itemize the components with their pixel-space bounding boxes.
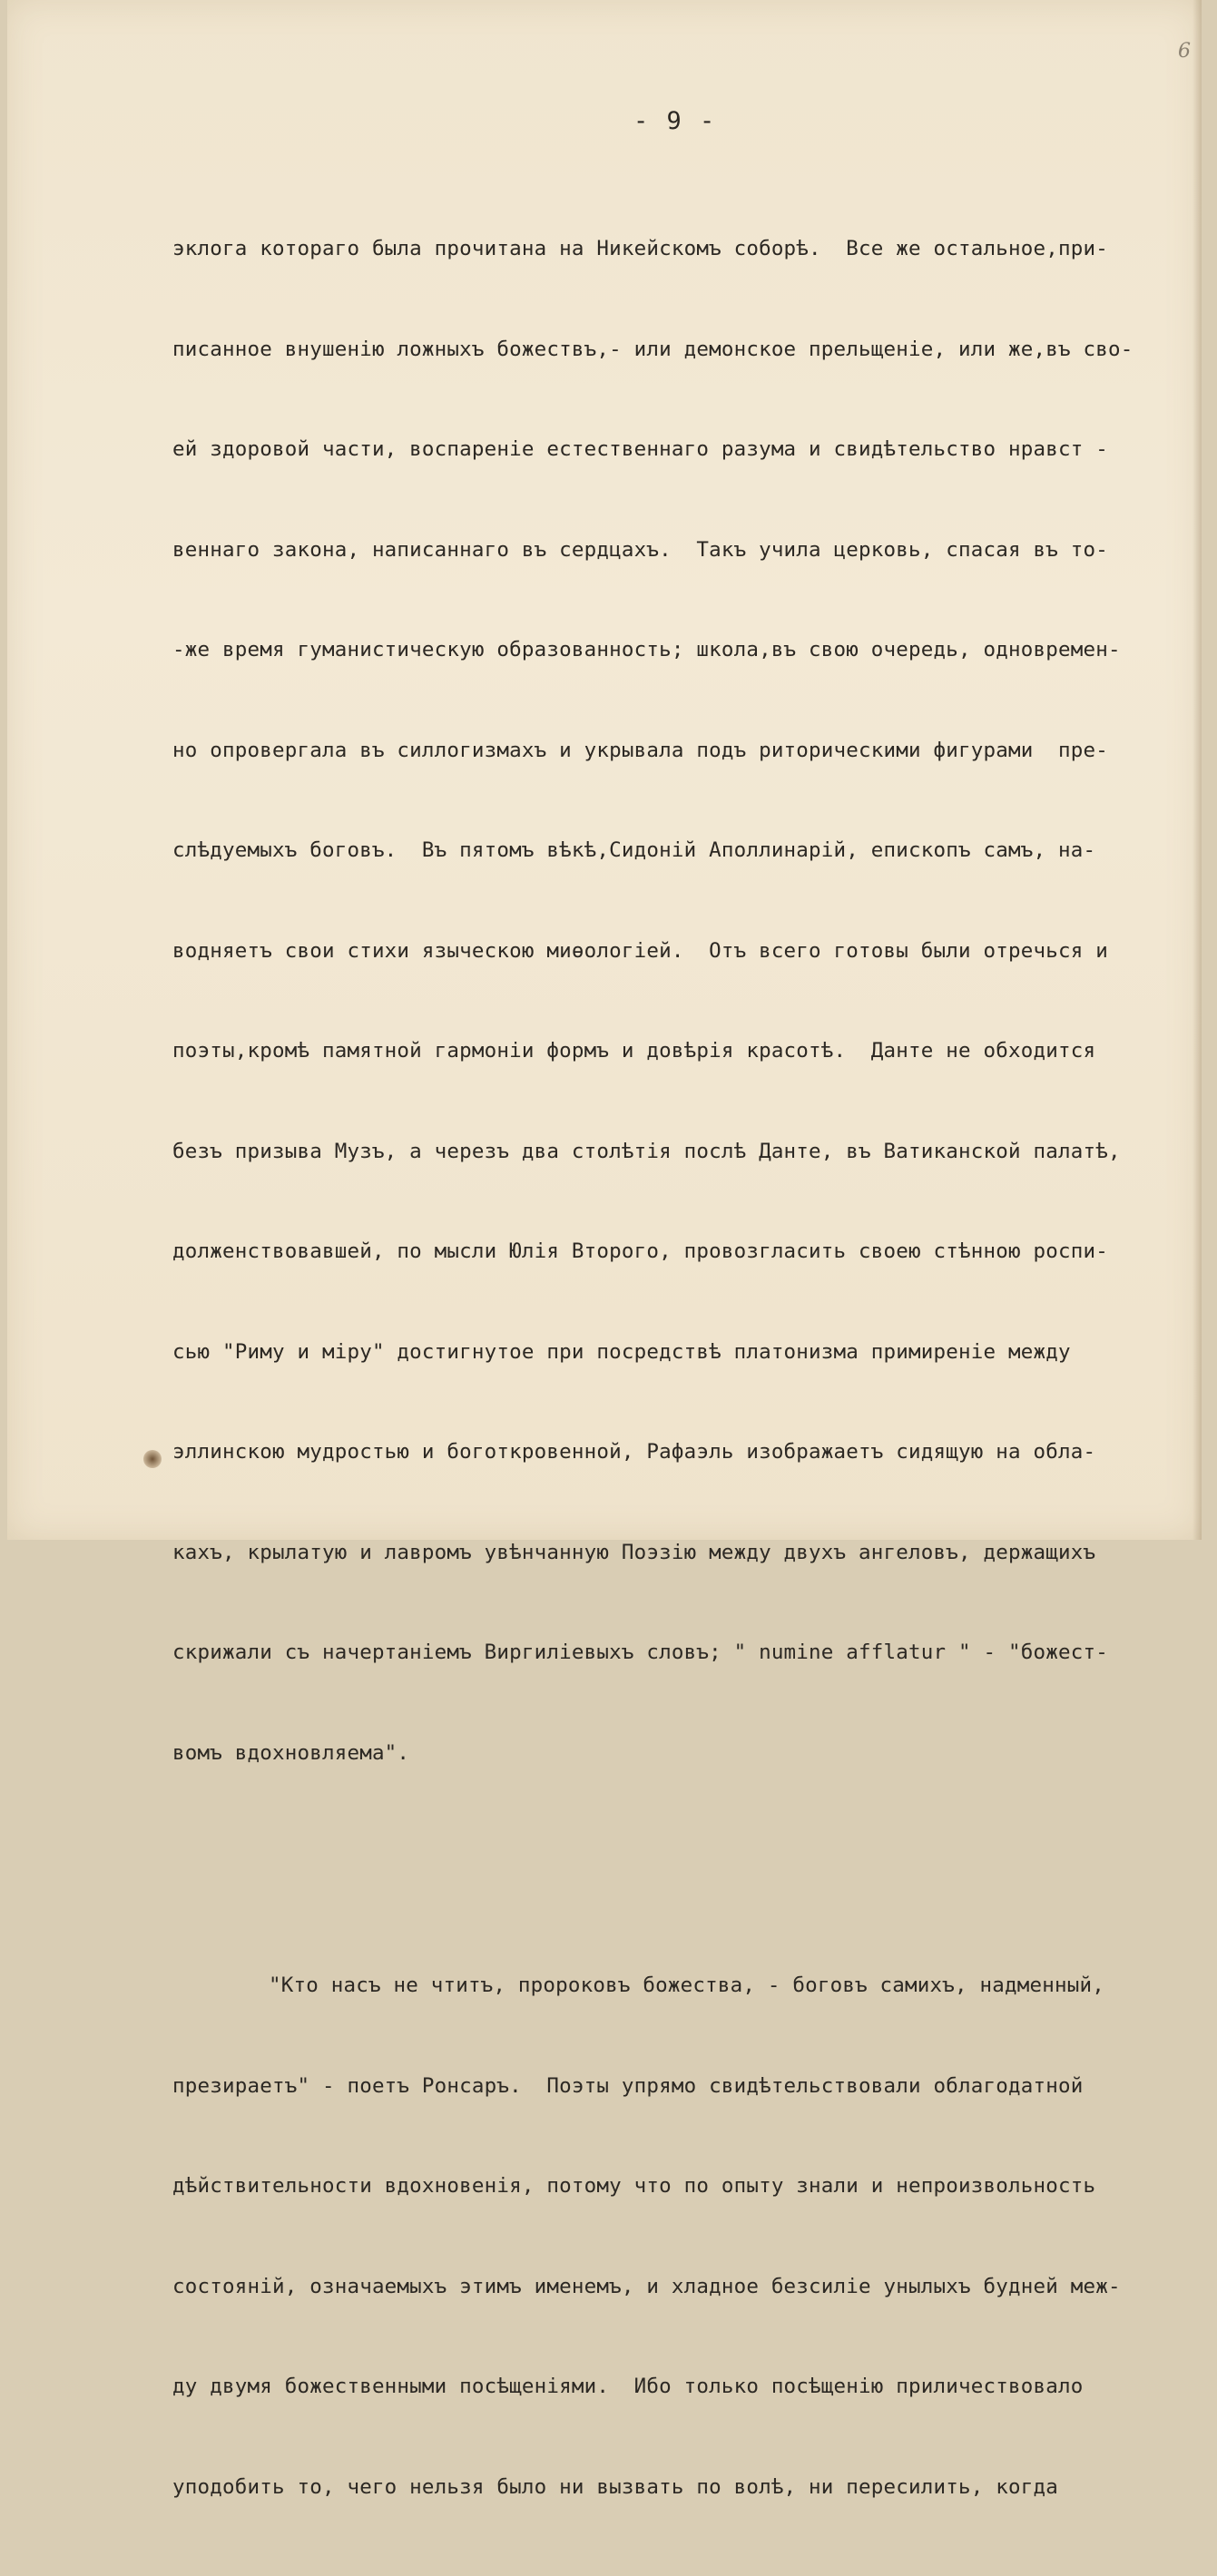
text-line: дѣйствительности вдохновенія, потому что по опыту знали и непроизвольность [172,2174,1096,2198]
text-line: ду двумя божественными посѣщеніями. Ибо только посѣщенію приличествовало [172,2375,1084,2398]
text-line: вомъ вдохновляема". [172,1740,410,1765]
text-line: эклога котораго была прочитана на Никейскомъ соборѣ. Все же остальное,при- [172,237,1108,260]
text-line: презираетъ" - поетъ Ронсаръ. Поэты упрямо свидѣтельствовали облагодатной [172,2073,1084,2098]
text-line: поэты,кромѣ памятной гармоніи формъ и довѣрія красотѣ. Данте не обходится [172,1039,1096,1063]
text-line: скрижали съ начертаніемъ Виргиліевыхъ словъ; " numine afflatur " - "божест- [172,1641,1108,1664]
archive-folio-number: 6 [1178,40,1191,63]
text-line: кахъ, крылатую и лавромъ увѣнчанную Поэзію между двухъ ангеловъ, держащихъ [172,1540,1096,1564]
body-text [172,191,1207,2576]
text-line: сью "Риму и міру" достигнутое при посредствѣ платонизма примиреніе между [172,1339,1071,1364]
text-line: -же время гуманистическую образованность; школа,въ свою очередь, одновремен- [172,638,1121,661]
paragraph-gap [172,1866,1207,1904]
text-line: слѣдуемыхъ боговъ. Въ пятомъ вѣкѣ,Сидоній Аполлинарій, епископъ самъ, на- [172,838,1096,862]
typewritten-page [7,0,1202,2499]
paper-stain [143,1450,162,1468]
text-line: уподобить то, чего нельзя было ни вызвать по волѣ, ни пересилить, когда [172,2474,1058,2499]
text-line: писанное внушенію ложныхъ божествъ,- или демонское прельщеніе, или же,въ сво- [172,337,1134,361]
text-line: эллинскою мудростью и боготкровенной, Рафаэль изображаетъ сидящую на обла- [172,1440,1096,1464]
text-line: безъ призыва Музъ, а черезъ два столѣтія послѣ Данте, въ Ватиканской палатѣ, [172,1139,1121,1163]
text-line: долженствовавшей, по мысли Юлія Второго, провозгласить своею стѣнною роспи- [172,1239,1108,1263]
text-line: ей здоровой части, воспареніе естественнаго разума и свидѣтельство нравст - [172,437,1108,461]
text-line: но опровергала въ силлогизмахъ и укрывала подъ риторическими фигурами пре- [172,738,1108,762]
page-number: - 9 - [633,107,717,135]
text-line: "Кто насъ не чтитъ, пророковъ божества, - боговъ самихъ, надменный, [269,1974,1104,1997]
text-line: веннаго закона, написаннаго въ сердцахъ. Такъ учила церковь, спасая въ то- [172,537,1108,562]
text-line: состояній, означаемыхъ этимъ именемъ, и хладное безсиліе унылыхъ будней меж- [172,2274,1121,2298]
text-line: водняетъ свои стихи языческою миѳологіей. Отъ всего готовы были отречься и [172,938,1108,963]
